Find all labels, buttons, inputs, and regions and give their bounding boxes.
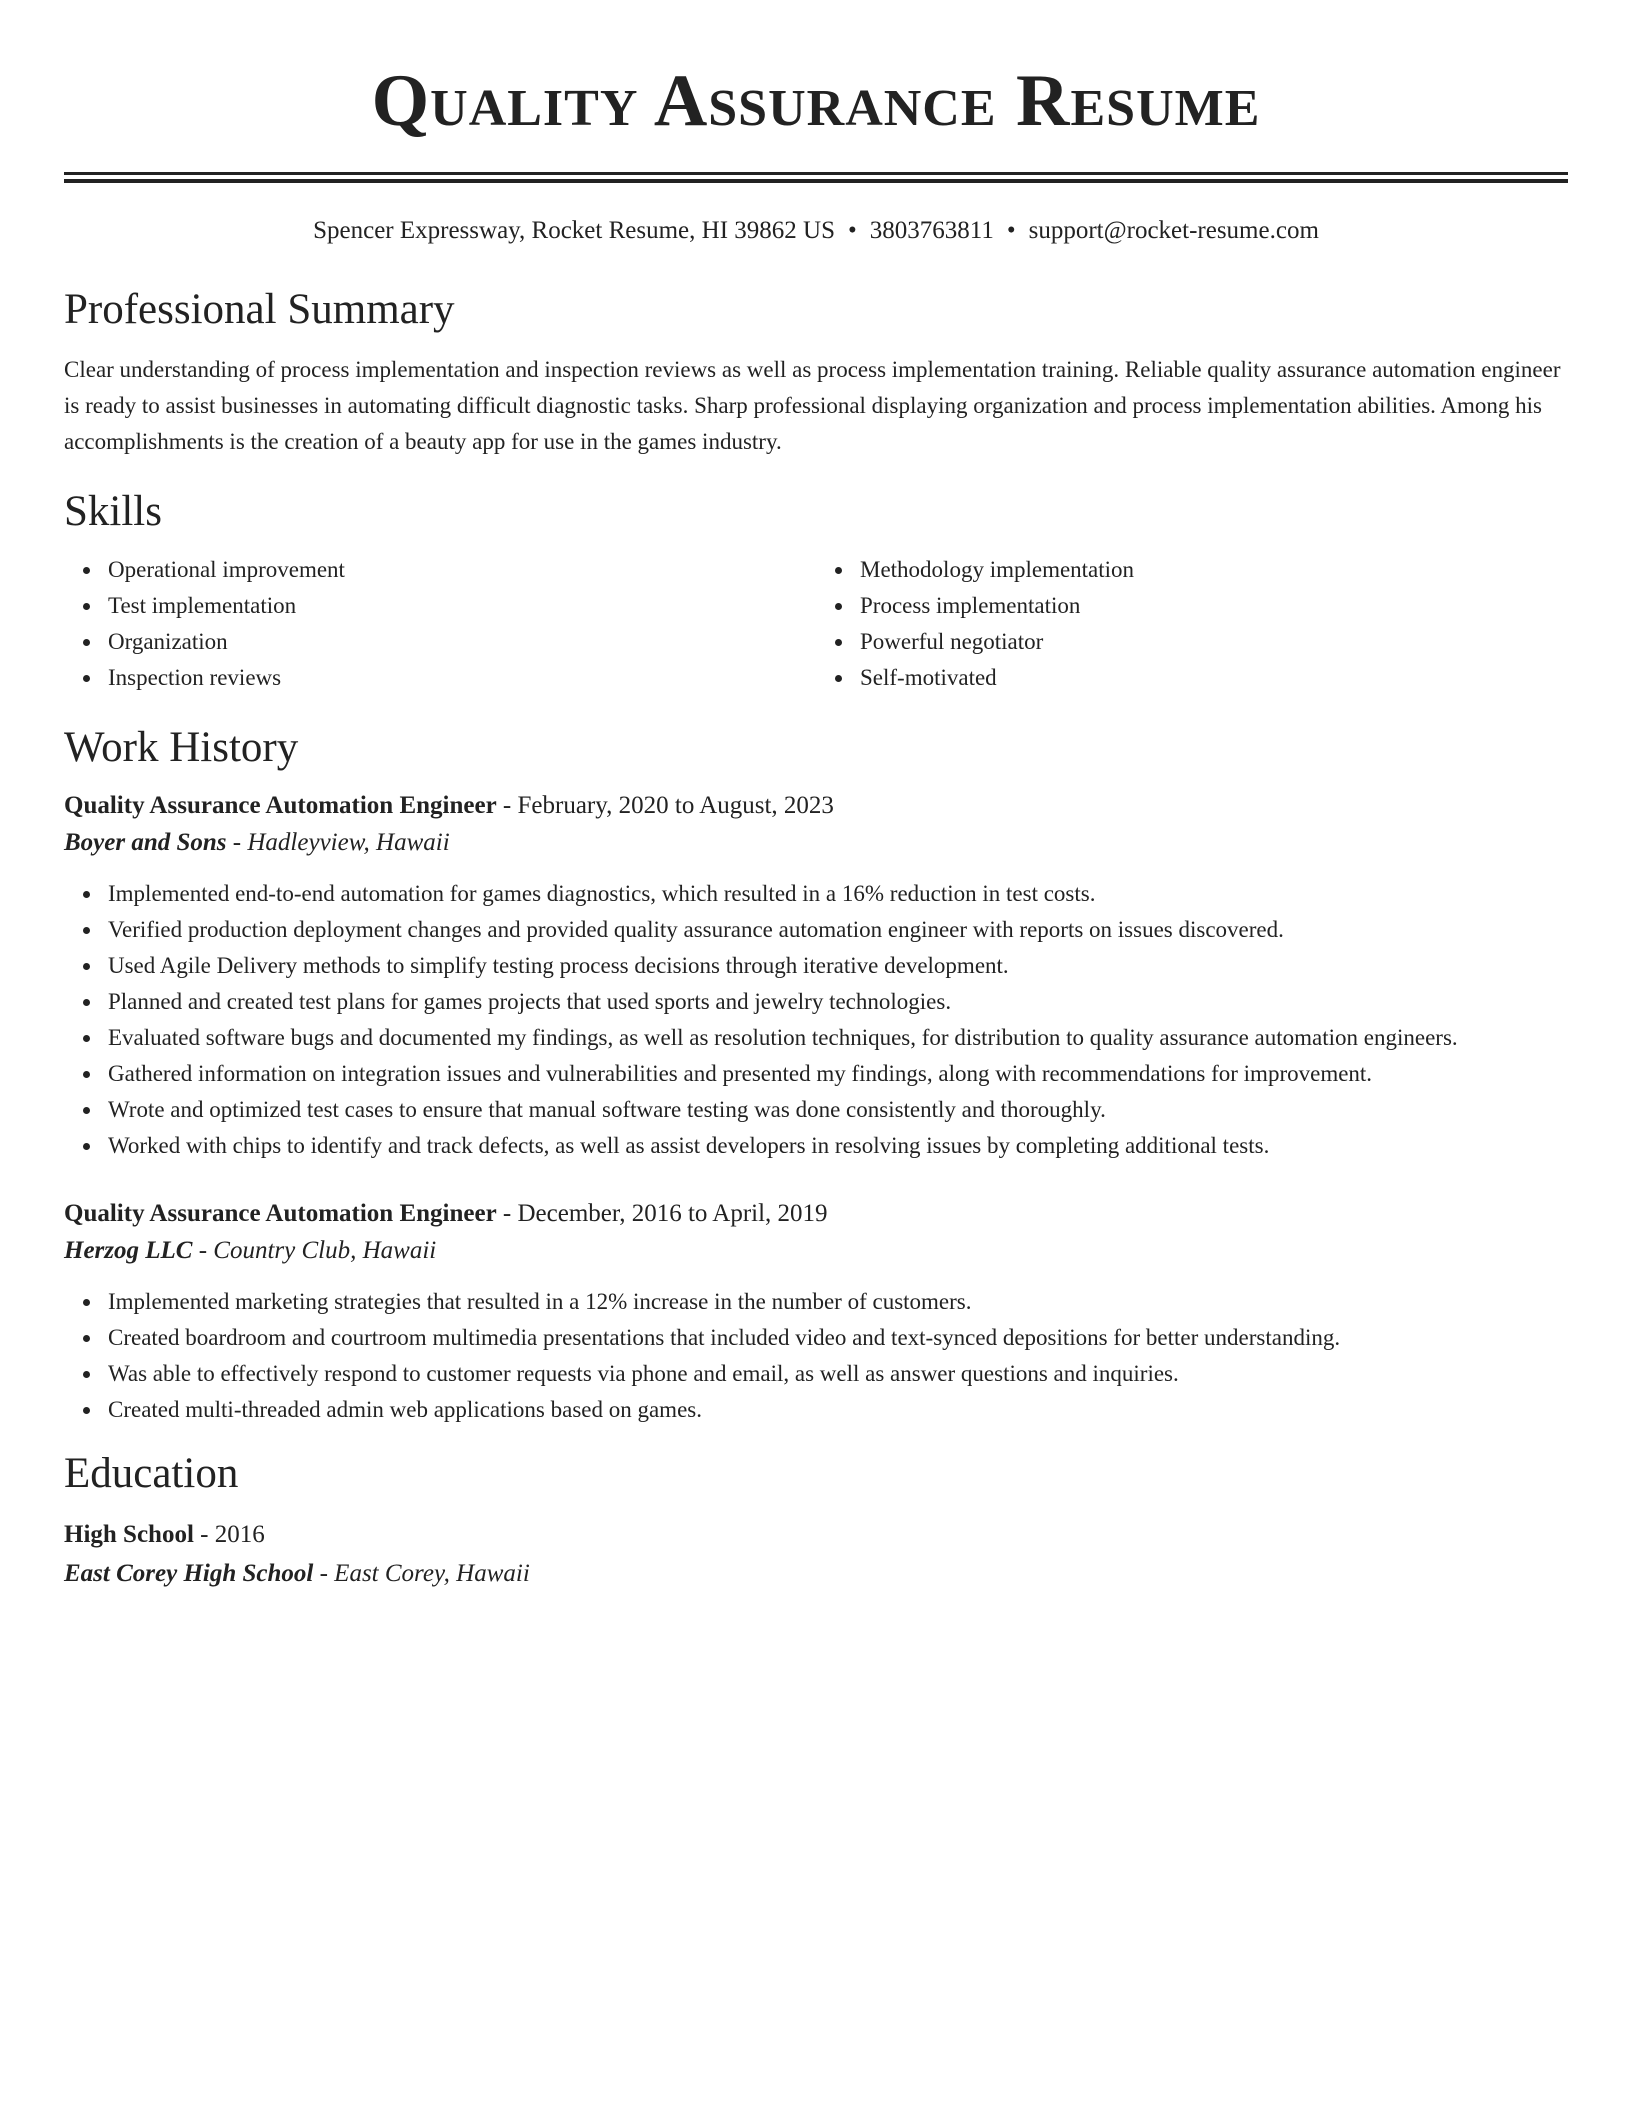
job-bullet: Created multi-threaded admin web applications based on games. (108, 1392, 1568, 1428)
job-company-line: Boyer and Sons - Hadleyview, Hawaii (64, 829, 450, 856)
resume-title: Quality Assurance Resume (371, 60, 1261, 142)
contact-address: Spencer Expressway, Rocket Resume, HI 39862 US (313, 217, 835, 244)
job-company-line: Herzog LLC - Country Club, Hawaii (64, 1237, 437, 1264)
skills-column-left (64, 552, 816, 696)
job-location: Hadleyview, Hawaii (247, 829, 450, 856)
job-bullet: Created boardroom and courtroom multimedia presentations that included video and text-synced depositions for better understanding. (108, 1320, 1568, 1356)
job-bullet: Evaluated software bugs and documented my findings, as well as resolution techniques, for distribution to quality assurance automation engineers. (108, 1020, 1568, 1056)
skill-item: Test implementation (108, 588, 816, 624)
job-entry (64, 788, 1568, 1164)
title-divider (64, 172, 1568, 183)
job-bullets (64, 1284, 1568, 1428)
job-bullet: Wrote and optimized test cases to ensure that manual software testing was done consistently and thoroughly. (108, 1092, 1568, 1128)
education-degree: High School (64, 1521, 194, 1548)
contact-line (64, 214, 1568, 248)
job-bullet: Implemented marketing strategies that resulted in a 12% increase in the number of customers. (108, 1284, 1568, 1320)
skill-item: Process implementation (860, 588, 1568, 624)
summary-heading: Professional Summary (64, 286, 455, 333)
education-school: East Corey High School (64, 1560, 314, 1587)
job-title-line: Quality Assurance Automation Engineer - December, 2016 to April, 2019 (64, 1200, 828, 1227)
skill-item: Methodology implementation (860, 552, 1568, 588)
contact-separator: • (847, 217, 857, 244)
summary-text: Clear understanding of process implementation and inspection reviews as well as process implementation training. Reliable quality assurance automation engineer is ready to assist businesses in automating difficult diagnostic tasks. Sharp professional displaying organization and process implementation abilities. Among his accomplishments is the creation of a beauty app for use in the games industry. (64, 357, 1561, 454)
skill-item: Self-motivated (860, 660, 1568, 696)
contact-email: support@rocket-resume.com (1028, 217, 1319, 244)
education-heading: Education (64, 1450, 239, 1497)
job-bullet: Planned and created test plans for games projects that used sports and jewelry technologies. (108, 984, 1568, 1020)
job-dates: February, 2020 to August, 2023 (517, 792, 834, 819)
job-bullet: Verified production deployment changes and provided quality assurance automation engineer with reports on issues discovered. (108, 912, 1568, 948)
job-bullet: Was able to effectively respond to customer requests via phone and email, as well as answer questions and inquiries. (108, 1356, 1568, 1392)
skill-item: Inspection reviews (108, 660, 816, 696)
job-company: Boyer and Sons (64, 829, 227, 856)
skill-item: Powerful negotiator (860, 624, 1568, 660)
job-bullet: Implemented end-to-end automation for games diagnostics, which resulted in a 16% reduction in test costs. (108, 876, 1568, 912)
skills-column-right (816, 552, 1568, 696)
job-entry (64, 1196, 1568, 1428)
education-school-line: East Corey High School - East Corey, Hawaii (64, 1560, 530, 1587)
job-role: Quality Assurance Automation Engineer (64, 792, 497, 819)
education-degree-line: High School - 2016 (64, 1521, 265, 1548)
skill-item: Operational improvement (108, 552, 816, 588)
job-bullet: Used Agile Delivery methods to simplify testing process decisions through iterative development. (108, 948, 1568, 984)
job-company: Herzog LLC (64, 1237, 193, 1264)
education-entry (64, 1516, 1568, 1594)
education-location: East Corey, Hawaii (334, 1560, 530, 1587)
contact-phone: 3803763811 (869, 217, 994, 244)
skills-heading: Skills (64, 488, 162, 535)
job-title-line: Quality Assurance Automation Engineer - February, 2020 to August, 2023 (64, 792, 834, 819)
job-bullet: Gathered information on integration issues and vulnerabilities and presented my findings, along with recommendations for improvement. (108, 1056, 1568, 1092)
education-year: 2016 (214, 1521, 265, 1548)
skills-list (64, 552, 1568, 696)
skill-item: Organization (108, 624, 816, 660)
contact-separator: • (1006, 217, 1016, 244)
job-dates: December, 2016 to April, 2019 (517, 1200, 828, 1227)
job-bullet: Worked with chips to identify and track defects, as well as assist developers in resolving issues by completing additional tests. (108, 1128, 1568, 1164)
job-bullets (64, 876, 1568, 1164)
work-history-heading: Work History (64, 724, 299, 771)
job-role: Quality Assurance Automation Engineer (64, 1200, 497, 1227)
job-location: Country Club, Hawaii (213, 1237, 437, 1264)
